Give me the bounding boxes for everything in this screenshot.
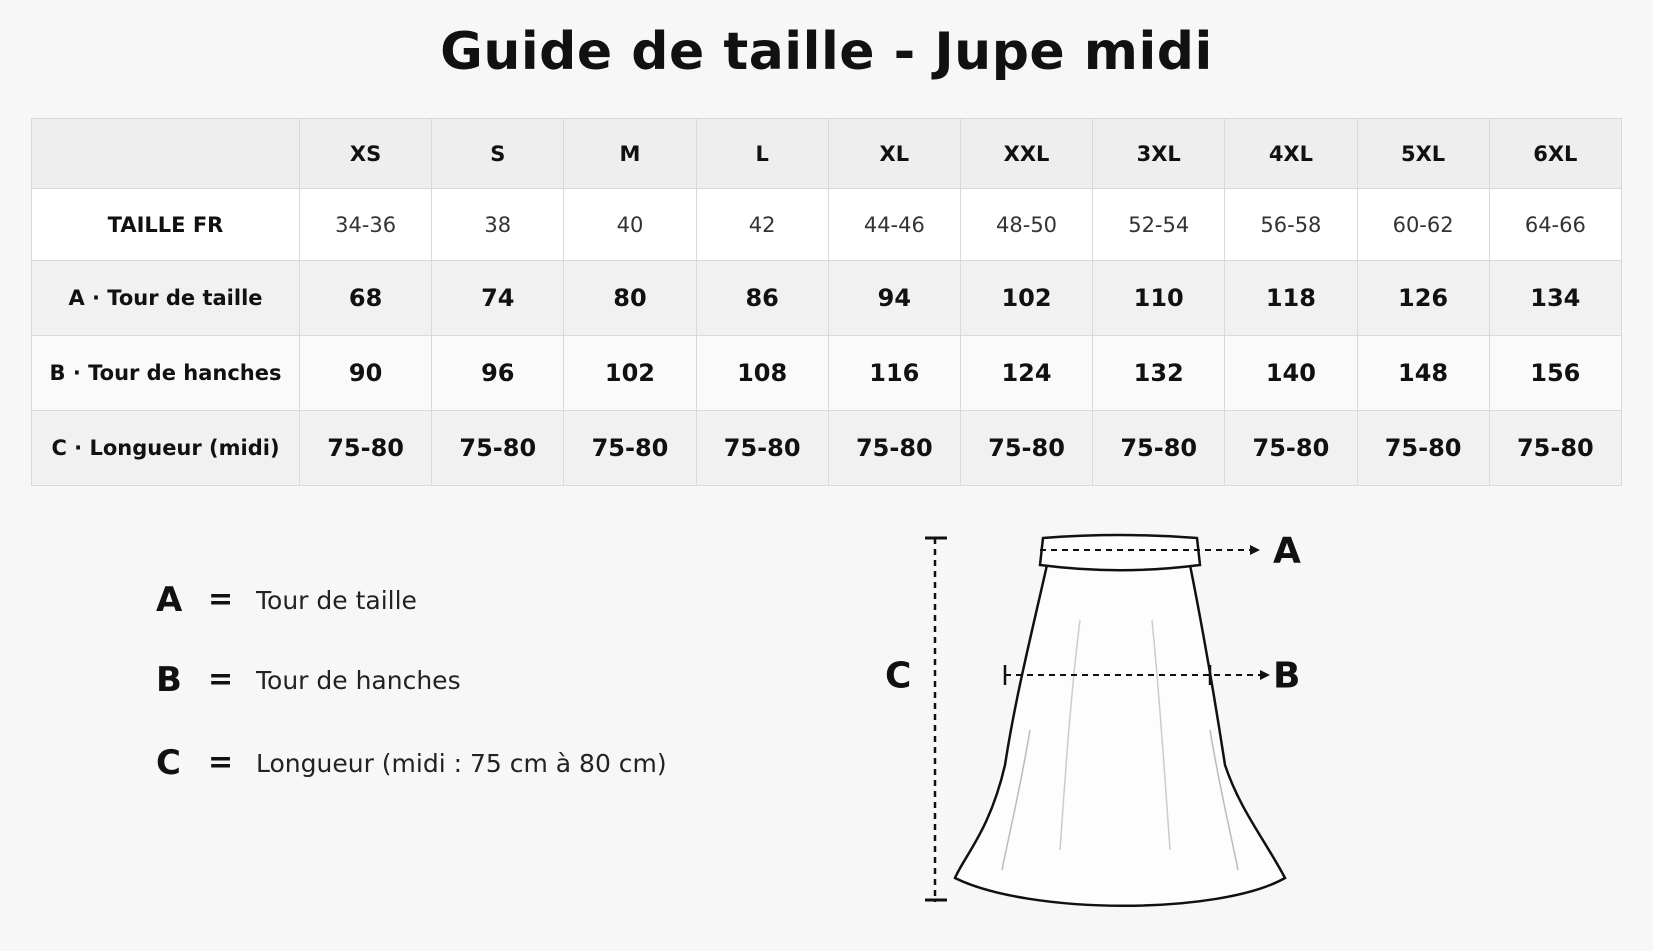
diagram-label-c: C <box>885 655 912 697</box>
table-cell: 126 <box>1357 261 1489 336</box>
size-header-cell: XXL <box>960 119 1092 189</box>
table-cell: 140 <box>1225 336 1357 411</box>
table-cell: 124 <box>960 336 1092 411</box>
size-header-cell: 5XL <box>1357 119 1489 189</box>
table-cell: 156 <box>1489 336 1621 411</box>
table-cell: 75-80 <box>1489 411 1621 486</box>
table-cell: 75-80 <box>1357 411 1489 486</box>
legend-text: Tour de hanches <box>256 666 461 695</box>
table-cell: 75-80 <box>960 411 1092 486</box>
table-cell: 52-54 <box>1093 189 1225 261</box>
table-cell: 86 <box>696 261 828 336</box>
row-label: C · Longueur (midi) <box>32 411 300 486</box>
size-header-cell: L <box>696 119 828 189</box>
table-cell: 148 <box>1357 336 1489 411</box>
legend-letter: B <box>156 660 182 700</box>
table-row-tour-de-hanches <box>32 336 1622 411</box>
size-header-cell: S <box>432 119 564 189</box>
table-cell: 132 <box>1093 336 1225 411</box>
legend-letter: A <box>156 580 183 620</box>
size-header-cell: XL <box>828 119 960 189</box>
size-header-cell: XS <box>300 119 432 189</box>
table-cell: 75-80 <box>696 411 828 486</box>
legend-equals: = <box>208 582 234 617</box>
size-header-cell: 4XL <box>1225 119 1357 189</box>
size-header-cell: M <box>564 119 696 189</box>
row-label: A · Tour de taille <box>32 261 300 336</box>
table-row-longueur <box>32 411 1622 486</box>
table-cell: 90 <box>300 336 432 411</box>
table-cell: 102 <box>564 336 696 411</box>
table-cell: 118 <box>1225 261 1357 336</box>
header-empty-cell <box>32 119 300 189</box>
legend-equals: = <box>208 662 234 697</box>
table-cell: 96 <box>432 336 564 411</box>
table-cell: 110 <box>1093 261 1225 336</box>
table-cell: 60-62 <box>1357 189 1489 261</box>
row-label: B · Tour de hanches <box>32 336 300 411</box>
skirt-diagram <box>885 520 1340 900</box>
table-cell: 102 <box>960 261 1092 336</box>
table-row-taille-fr <box>32 189 1622 261</box>
size-header-cell: 3XL <box>1093 119 1225 189</box>
size-header-row <box>32 119 1622 189</box>
table-cell: 34-36 <box>300 189 432 261</box>
table-cell: 48-50 <box>960 189 1092 261</box>
table-cell: 80 <box>564 261 696 336</box>
table-cell: 40 <box>564 189 696 261</box>
table-cell: 75-80 <box>564 411 696 486</box>
table-cell: 42 <box>696 189 828 261</box>
table-cell: 75-80 <box>300 411 432 486</box>
table-cell: 134 <box>1489 261 1621 336</box>
waistband <box>1040 535 1200 570</box>
table-cell: 68 <box>300 261 432 336</box>
legend-text: Tour de taille <box>256 586 417 615</box>
table-cell: 64-66 <box>1489 189 1621 261</box>
table-cell: 74 <box>432 261 564 336</box>
table-cell: 75-80 <box>432 411 564 486</box>
page-title: Guide de taille - Jupe midi <box>440 22 1213 82</box>
legend-letter: C <box>156 743 181 783</box>
size-header-cell: 6XL <box>1489 119 1621 189</box>
table-row-tour-de-taille <box>32 261 1622 336</box>
table-cell: 94 <box>828 261 960 336</box>
table-cell: 75-80 <box>1225 411 1357 486</box>
diagram-label-b: B <box>1273 655 1301 697</box>
table-cell: 44-46 <box>828 189 960 261</box>
table-cell: 75-80 <box>828 411 960 486</box>
table-cell: 108 <box>696 336 828 411</box>
diagram-label-a: A <box>1273 530 1301 572</box>
row-label: TAILLE FR <box>32 189 300 261</box>
table-cell: 38 <box>432 189 564 261</box>
length-measure <box>925 538 947 902</box>
table-cell: 75-80 <box>1093 411 1225 486</box>
size-table <box>31 118 1622 486</box>
table-cell: 56-58 <box>1225 189 1357 261</box>
table-cell: 116 <box>828 336 960 411</box>
legend-equals: = <box>208 745 234 780</box>
legend-text: Longueur (midi : 75 cm à 80 cm) <box>256 749 667 778</box>
